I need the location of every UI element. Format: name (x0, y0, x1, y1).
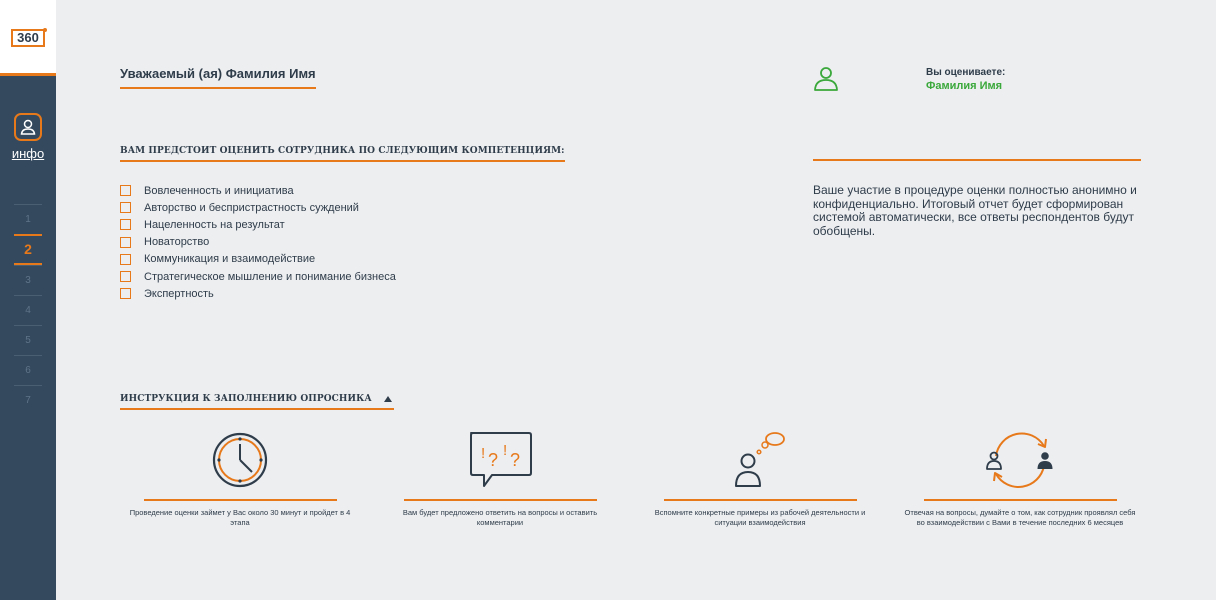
list-item[interactable] (120, 182, 396, 199)
checkbox[interactable] (120, 185, 131, 196)
step-7[interactable]: 7 (14, 385, 42, 415)
card-divider (144, 499, 337, 501)
step-nav (14, 204, 42, 415)
info-link[interactable]: инфо (11, 146, 45, 161)
checkbox[interactable] (120, 288, 131, 299)
divider (813, 159, 1141, 161)
competency-label: Нацеленность на результат (144, 218, 285, 231)
question-bubble-icon (380, 428, 620, 492)
checkbox[interactable] (120, 254, 131, 265)
step-2-active[interactable]: 2 (14, 234, 42, 265)
card-text: Вспомните конкретные примеры из рабочей деятельности и ситуации взаимодействия (654, 508, 866, 527)
instructions-toggle[interactable] (120, 394, 394, 410)
competency-label: Коммуникация и взаимодействие (144, 253, 316, 266)
step-5[interactable]: 5 (14, 325, 42, 355)
svg-text:!: ! (503, 442, 508, 459)
competency-list (120, 182, 396, 302)
rating-label: Вы оцениваете: (926, 67, 1006, 78)
checkbox[interactable] (120, 237, 131, 248)
clock-icon (120, 428, 360, 492)
competency-label: Авторство и беспристрастность суждений (144, 201, 359, 214)
logo-360 (11, 29, 45, 47)
list-item[interactable] (120, 268, 396, 285)
checkbox[interactable] (120, 271, 131, 282)
step-3[interactable]: 3 (14, 265, 42, 295)
list-item[interactable] (120, 251, 396, 268)
card-divider (924, 499, 1117, 501)
person-icon (812, 64, 840, 92)
list-item[interactable] (120, 216, 396, 233)
logo-area[interactable] (0, 0, 56, 76)
step-1[interactable]: 1 (14, 204, 42, 234)
caret-up-icon (384, 396, 392, 402)
sidebar (0, 0, 56, 600)
card-text: Проведение оценки займет у Вас около 30 минут и пройдет в 4 этапа (129, 508, 351, 527)
greeting-title: Уважаемый (ая) Фамилия Имя (120, 66, 316, 89)
list-item[interactable] (120, 234, 396, 251)
checkbox[interactable] (120, 202, 131, 213)
competency-label: Экспертность (144, 287, 214, 300)
card-divider (404, 499, 597, 501)
competency-label: Стратегическое мышление и понимание бизнеса (144, 270, 396, 283)
logo-text: 360 (17, 30, 39, 45)
list-item[interactable] (120, 199, 396, 216)
instructions-heading: ИНСТРУКЦИЯ К ЗАПОЛНЕНИЮ ОПРОСНИКА (120, 394, 372, 404)
competency-label: Вовлеченность и инициатива (144, 184, 294, 197)
svg-text:?: ? (510, 450, 521, 470)
interaction-cycle-icon (900, 428, 1140, 492)
competency-label: Новаторство (144, 236, 210, 249)
card-divider (664, 499, 857, 501)
anonymity-note: Ваше участие в процедуре оценки полностью анонимно и конфиденциально. Итоговый отчет будет сформирован системой автоматически, все ответы респондентов будут обобщены. (813, 183, 1137, 238)
svg-text:!: ! (481, 445, 486, 462)
card-text: Вам будет предложено ответить на вопросы и оставить комментарии (402, 508, 598, 527)
thinking-person-icon (640, 428, 880, 492)
card-text: Отвечая на вопросы, думайте о том, как сотрудник проявлял себя во взаимодействии с Вами в течение последних 6 месяцев (904, 508, 1136, 527)
logo-dot (43, 28, 47, 32)
rated-person-name: Фамилия Имя (926, 80, 1003, 92)
svg-text:?: ? (488, 450, 499, 470)
list-item[interactable] (120, 285, 396, 302)
info-button[interactable] (14, 113, 42, 141)
step-4[interactable]: 4 (14, 295, 42, 325)
step-6[interactable]: 6 (14, 355, 42, 385)
user-card-icon (16, 115, 40, 139)
competencies-heading: ВАМ ПРЕДСТОИТ ОЦЕНИТЬ СОТРУДНИКА ПО СЛЕДУЮЩИМ КОМПЕТЕНЦИЯМ: (120, 146, 565, 162)
checkbox[interactable] (120, 219, 131, 230)
